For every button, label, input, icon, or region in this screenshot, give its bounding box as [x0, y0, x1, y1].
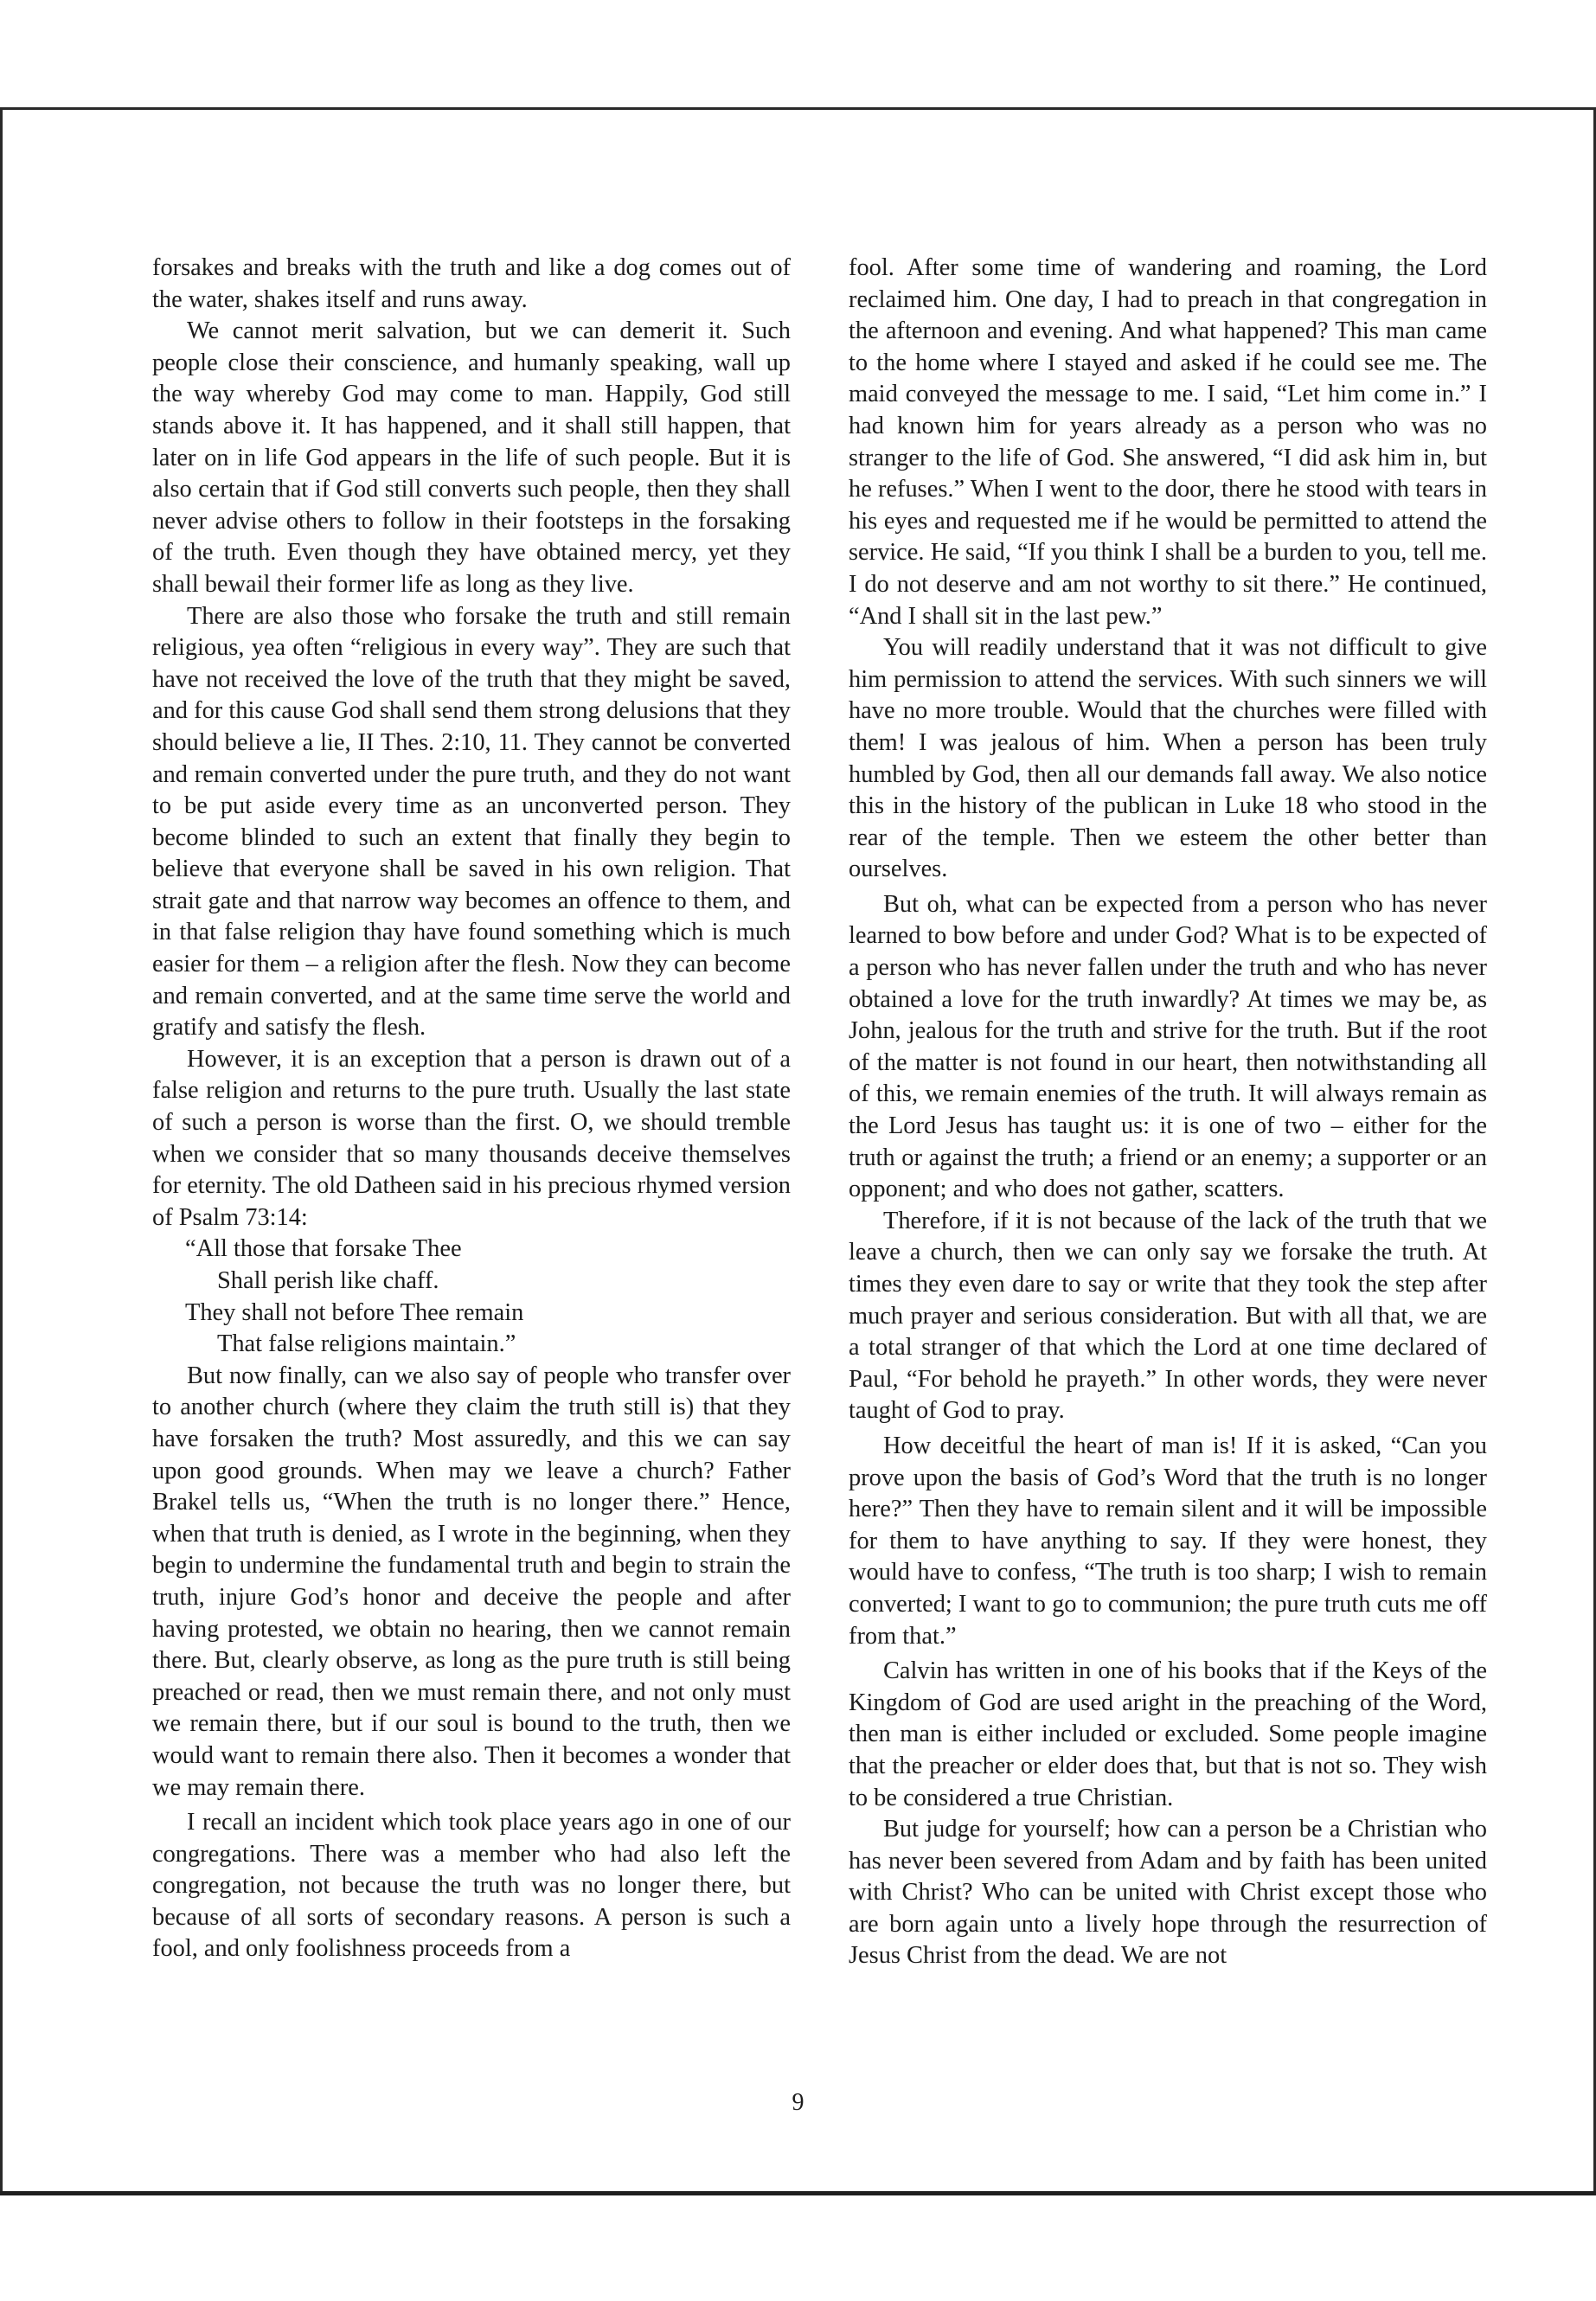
- page-number: 9: [792, 2089, 804, 2116]
- paragraph: But oh, what can be expected from a person who has never learned to bow before and under God? What is to be expected of a person who has never fallen under the truth and who has never obtained a love for the truth inwardly? At times we may be, as John, jealous for the truth and strive for the truth. But if the root of the matter is not found in our heart, then notwithstanding all of this, we remain enemies of the truth. It will always remain as the Lord Jesus has taught us: it is one of two – either for the truth or against the truth; a friend or an enemy; a supporter or an opponent; and who does not gather, scatters.: [849, 890, 1487, 1203]
- paragraph: There are also those who forsake the truth and still remain religious, yea often “religious in every way”. They are such that have not received the love of the truth that they might be saved, and for this cause God shall send them strong delusions that they should believe a lie, II Thes. 2:10, 11. They cannot be converted and remain converted under the pure truth, and they do not want to be put aside every time as an unconverted person. They become blinded to such an extent that finally they begin to believe that everyone shall be saved in his own religion. That strait gate and that narrow way becomes an offence to them, and in that false religion thay have found something which is much easier for them – a religion after the flesh. Now they can become and remain converted, and at the same time serve the world and gratify and satisfy the flesh.: [152, 602, 791, 1042]
- poem-line: “All those that forsake Thee: [185, 1235, 462, 1263]
- paragraph: However, it is an exception that a person is drawn out of a false religion and returns to the pure truth. Usually the last state of such a person is worse than the first. O, we should tremble when we consider that so many thousands deceive themselves for eternity. The old Datheen said in his precious rhymed version of Psalm 73:14:: [152, 1045, 791, 1231]
- poem-line: That false religions maintain.”: [217, 1330, 516, 1358]
- paragraph: You will readily understand that it was not difficult to give him permission to attend the services. With such sinners we will have no more trouble. Would that the churches were filled with them! I was jealous of him. When a person has been truly humbled by God, then all our demands fall away. We also notice this in the history of the publican in Luke 18 who stood in the rear of the temple. Then we esteem the other better than ourselves.: [849, 634, 1487, 883]
- paragraph: How deceitful the heart of man is! If it is asked, “Can you prove upon the basis of God’s Word that the truth is no longer here?” Then they have to remain silent and it will be impossible for them to have anything to say. If they were honest, they would have to confess, “The truth is too sharp; I wish to remain converted; I want to go to communion; the pure truth cuts me off from that.”: [849, 1432, 1487, 1650]
- paragraph: But now finally, can we also say of people who transfer over to another church (where they claim the truth still is) that they have forsaken the truth? Most assuredly, and this we can say upon good grounds. When may we leave a church? Father Brakel tells us, “When the truth is no longer there.” Hence, when that truth is denied, as I wrote in the beginning, when they begin to undermine the fundamental truth and begin to strain the truth, injure God’s honor and deceive the people and after having protested, we obtain no hearing, then we cannot remain there. But, clearly observe, as long as the pure truth is still being preached or read, then we must remain there, and not only must we remain there, but if our soul is bound to the truth, then we would want to remain there also. Then it becomes a wonder that we may remain there.: [152, 1362, 791, 1801]
- scan-border-left: [0, 107, 3, 2194]
- document-page: [152, 253, 1487, 2086]
- scan-border-bottom: [0, 2191, 1596, 2195]
- paragraph: Calvin has written in one of his books that if the Keys of the Kingdom of God are used aright in the preaching of the Word, then man is either included or excluded. Some people imagine that the preacher or elder does that, but that is not so. They wish to be considered a true Christian.: [849, 1657, 1487, 1811]
- right-column: [849, 253, 1487, 1972]
- poem-line: Shall perish like chaff.: [217, 1267, 439, 1294]
- poem-line: They shall not before Thee remain: [185, 1298, 524, 1326]
- scan-border-top: [0, 107, 1596, 110]
- left-column: [152, 253, 791, 1965]
- paragraph: But judge for yourself; how can a person be a Christian who has never been severed from Adam and by faith has been united with Christ? Who can be united with Christ except those who are born again unto a lively hope through the resurrection of Jesus Christ from the dead. We are not: [849, 1816, 1487, 1970]
- paragraph: Therefore, if it is not because of the lack of the truth that we leave a church, then we can only say we forsake the truth. At times they even dare to say or write that they took the step after much prayer and serious consideration. But with all that, we are a total stranger of that which the Lord at one time declared of Paul, “For behold he prayeth.” In other words, they were never taught of God to pray.: [849, 1207, 1487, 1425]
- paragraph: We cannot merit salvation, but we can demerit it. Such people close their conscience, and humanly speaking, wall up the way whereby God may come to man. Happily, God still stands above it. It has happened, and it shall still happen, that later on in life God appears in the life of such people. But it is also certain that if God still converts such people, then they shall never advise others to follow in their footsteps in the forsaking of the truth. Even though they have obtained mercy, yet they shall bewail their former life as long as they live.: [152, 317, 791, 598]
- paragraph: forsakes and breaks with the truth and like a dog comes out of the water, shakes itself and runs away.: [152, 254, 791, 313]
- paragraph: fool. After some time of wandering and roaming, the Lord reclaimed him. One day, I had to preach in that congregation in the afternoon and evening. And what happened? This man came to the home where I stayed and asked if he could see me. The maid conveyed the message to me. I said, “Let him come in.” I had known him for years already as a person who was no stranger to the life of God. She answered, “I did ask him in, but he refuses.” When I went to the door, there he stood with tears in his eyes and requested me if he would be permitted to attend the service. He said, “If you think I shall be a burden to you, tell me. I do not deserve and am not worthy to sit there.” He continued, “And I shall sit in the last pew.”: [849, 254, 1487, 630]
- paragraph: I recall an incident which took place years ago in one of our congregations. There was a member who had also left the congregation, not because the truth was no longer there, but because of all sorts of secondary reasons. A person is such a fool, and only foolishness proceeds from a: [152, 1809, 791, 1963]
